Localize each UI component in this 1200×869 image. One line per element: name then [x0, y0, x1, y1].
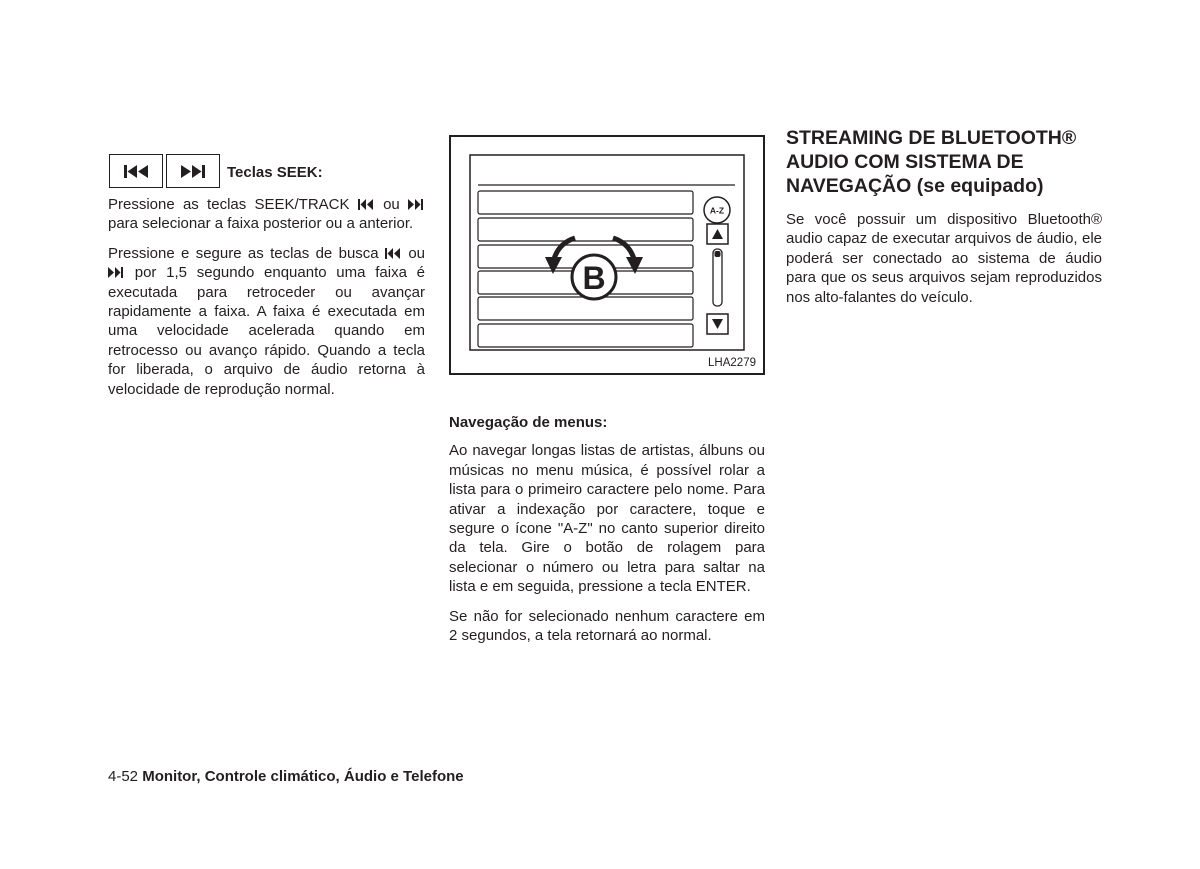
seek-paragraph-1 [108, 195, 425, 234]
seek-keys-row [108, 154, 425, 191]
menu-navigation-figure [449, 135, 765, 375]
menu-navigation-heading: Navegação de menus: [449, 414, 608, 431]
list-row [478, 324, 693, 347]
seek-back-key [109, 154, 163, 188]
skip-back-icon [110, 155, 164, 189]
seek-forward-key [166, 154, 220, 188]
skip-back-icon [385, 248, 402, 259]
skip-forward-icon [108, 267, 125, 278]
left-column [108, 154, 425, 409]
knob-label: B [582, 260, 606, 296]
seek-paragraph-2 [108, 244, 425, 399]
az-label: A-Z [709, 205, 725, 216]
skip-back-icon [358, 199, 375, 210]
page-footer [108, 768, 464, 785]
p1-text-c: para selecionar a faixa posterior ou a anterior. [108, 215, 414, 233]
section-title: Monitor, Controle climático, Áudio e Telefone [142, 768, 464, 785]
menu-navigation-paragraph-1: Ao navegar longas listas de artistas, álbuns ou músicas no menu música, é possível rolar a lista para o primeiro caractere pelo nome. Para ativar a indexação por caractere, toque e segure o ícone "A-Z" no canto superior direito da tela. Gire o botão de rolagem para selecionar o número ou letra para saltar na lista e em seguida, pressione a tecla ENTER. [449, 442, 765, 596]
p2-text-c: por 1,5 segundo enquanto uma faixa é executada para retroceder ou avançar rapidamente a faixa. A faixa é executada em uma velocidade acelerada quando em retrocesso ou avanço rápido. Quando a tecla for liberada, o arquivo de áudio retorna à velocidade de reprodução normal. [108, 264, 425, 398]
menu-navigation-paragraph-2: Se não for selecionado nenhum caractere em 2 segundos, a tela retornará ao normal. [449, 607, 765, 645]
skip-forward-icon [408, 199, 425, 210]
scrollbar-thumb [715, 251, 721, 257]
p1-text-a: Pressione as teclas SEEK/TRACK [108, 196, 350, 213]
list-row [478, 218, 693, 241]
bluetooth-streaming-paragraph: Se você possuir um dispositivo Bluetooth® audio capaz de executar arquivos de áudio, ele poderá ser conectado ao sistema de áudio para que os seus arquivos sejam reproduzidos nos alto-falantes do veículo. [786, 211, 1102, 306]
seek-keys-title: Teclas SEEK: [227, 164, 323, 181]
bluetooth-streaming-heading: STREAMING DE BLUETOOTH® AUDIO COM SISTEMA DE NAVEGAÇÃO (se equipado) [786, 127, 1077, 197]
right-column [786, 126, 1102, 317]
scrollbar-track [713, 249, 722, 306]
list-row [478, 191, 693, 214]
page-number: 4-52 [108, 768, 139, 785]
display-illustration [449, 135, 765, 375]
figure-code: LHA2279 [708, 357, 756, 369]
list-row [478, 297, 693, 320]
skip-forward-icon [167, 155, 221, 189]
p2-text-b: ou [408, 244, 426, 262]
p1-text-b: ou [383, 196, 400, 213]
p2-text-a: Pressione e segure as teclas de busca [108, 244, 379, 262]
middle-column [449, 413, 765, 655]
